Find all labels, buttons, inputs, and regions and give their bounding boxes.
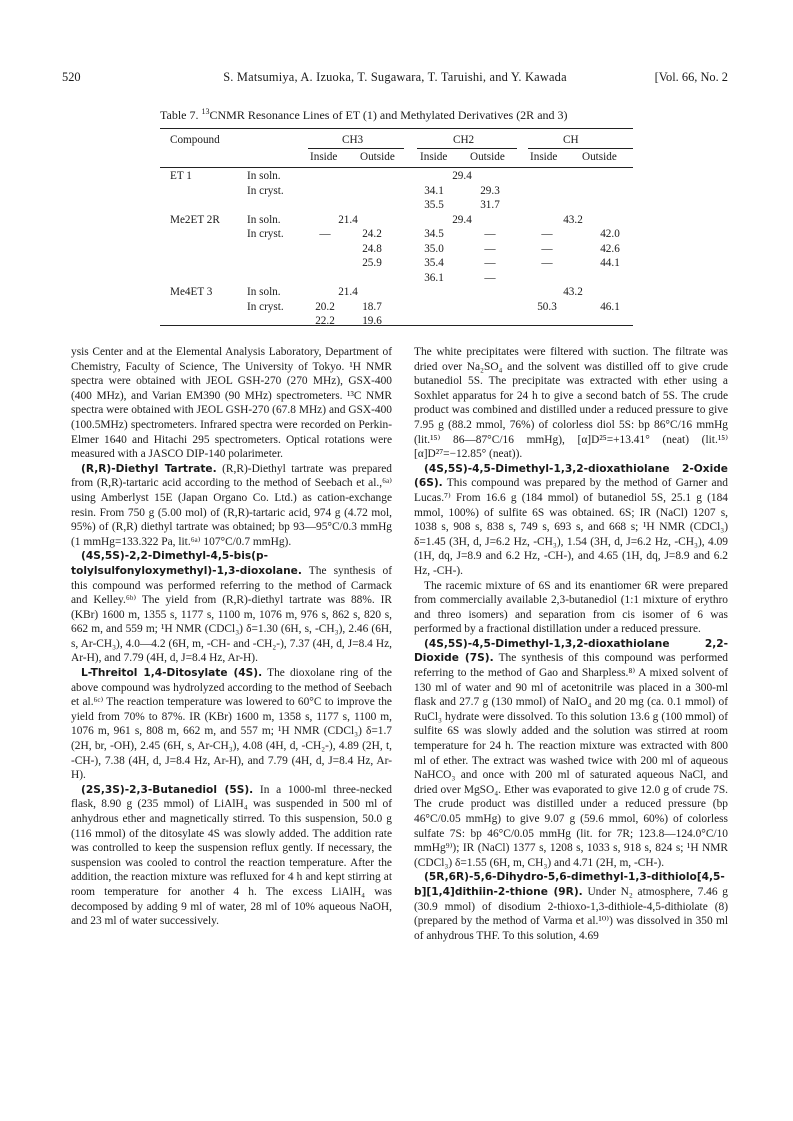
cell-ch2-outside: —	[484, 257, 496, 269]
cell-ch3-value: 21.4	[338, 286, 358, 298]
row-state: In soln.	[247, 213, 281, 226]
cell-ch-value: 43.2	[563, 213, 583, 226]
paragraph-continued	[71, 345, 392, 462]
table-caption: Table 7. $^{13}$CNMR Resonance Lines of ET (1) and Methylated Derivatives (2R and 3)	[160, 107, 568, 122]
volume-label: [Vol. 66, No. 2	[654, 70, 728, 84]
cell-ch2-outside: —	[484, 228, 496, 240]
table-bottom-rule	[160, 325, 633, 326]
cell-ch3-inside: 22.2	[315, 315, 335, 327]
section-title: (4S,5S)-4,5-Dimethyl-1,3,2-dioxathiolane 2,2-Dioxide (7S).	[414, 637, 728, 665]
paragraph	[71, 666, 392, 783]
header-ch3: CH3	[342, 134, 364, 146]
left-column	[71, 345, 392, 929]
paragraph-text: Under N₂ atmosphere, 7.46 g (30.9 mmol) of disodium 2-thioxo-1,3-dithiole-4,5-dithiolate (8) (prepared by the method of Varma et al.¹⁰⁾) was dissolved in 350 ml of anhydrous THF. To this solution, 4.69	[414, 885, 728, 942]
ch2-subrule	[417, 148, 517, 149]
cell-ch3-outside: 24.2	[362, 228, 382, 240]
row-state: In soln.	[247, 286, 281, 298]
cell-ch2-inside: 34.1	[424, 184, 444, 197]
running-header	[62, 70, 728, 88]
header-ch3-inside: Inside	[310, 151, 338, 163]
header-ch: CH	[563, 134, 579, 146]
cell-ch-outside: 44.1	[600, 257, 620, 269]
section-title: (4S,5S)-2,2-Dimethyl-4,5-bis(p-tolylsulfonyloxymethyl)-1,3-dioxolane.	[71, 550, 302, 577]
section-title: (R,R)-Diethyl Tartrate.	[81, 462, 217, 475]
paragraph-text: The white precipitates were filtered with suction. The filtrate was dried over Na₂SO₄ and the solvent was distilled off to give crude butanediol 5S. The precipitate was extracted with ether using a Soxhlet apparatus for 24 h to give a second batch of 5S. The crude product was combined and distilled under a reduced pressure to give 7.95 g (88.2 mmol, 76%) of colorless diol 5S: bp 86°C/16 mmHg (lit.¹⁵⁾ 86—87°C/16 mmHg), [α]D²⁵=+13.41° (neat) (lit.¹⁵⁾ [α]D²⁷=−12.85° (neat)).	[414, 346, 728, 461]
page-number: 520	[62, 70, 81, 84]
row-state: In cryst.	[247, 184, 284, 197]
cell-ch3-inside: —	[319, 228, 331, 240]
row-compound: Me4ET 3	[170, 286, 213, 298]
paragraph	[71, 462, 392, 550]
section-title: (4S,5S)-4,5-Dimethyl-1,3,2-dioxathiolane 2-Oxide (6S).	[414, 462, 728, 490]
paragraph	[414, 579, 728, 637]
header-compound: Compound	[170, 134, 220, 146]
cell-ch-inside: 50.3	[537, 300, 557, 313]
paragraph-text: The racemic mixture of 6S and its enantiomer 6R were prepared from commercially available 2,3-butanediol (1:1 mixture of erythro and threo isomers) and separation from cis isomer of 6 was performed by a fractional distillation under a reduced pressure.	[414, 579, 728, 636]
cell-ch2-value: 29.4	[452, 170, 472, 182]
cell-ch3-outside: 19.6	[362, 315, 382, 327]
cell-ch3-inside: 20.2	[315, 300, 335, 313]
cell-ch2-value: 29.4	[452, 213, 472, 226]
paragraph-text: This compound was prepared by the method of Garner and Lucas.⁷⁾ From 16.6 g (184 mmol) of butanediol 5S, 25.1 g (184 mmol, 100%) of sulfite 6S was obtained. 6S; IR (NaCl) 1207 s, 1038 s, 908 s, 838 s, 749 s, 693 s, and 668 s; ¹H NMR (CDCl₃) δ=1.45 (3H, d, J=6.2 Hz, -CH₃), 1.54 (3H, d, J=6.2 Hz, -CH₃), 4.09 (1H, dq, J=8.9 and 6.2 Hz, -CH-), and 4.65 (1H, dq, J=8.9 and 6.2 Hz, -CH-).	[414, 477, 728, 577]
cell-ch3-outside: 18.7	[362, 300, 382, 313]
cell-ch-outside: 42.0	[600, 228, 620, 240]
header-ch-outside: Outside	[582, 151, 617, 163]
cell-ch-inside: —	[541, 257, 553, 269]
cell-ch2-outside: 31.7	[480, 199, 500, 211]
cell-ch2-inside: 35.5	[424, 199, 444, 211]
table-header-rule	[160, 167, 633, 168]
section-title: L-Threitol 1,4-Ditosylate (4S).	[81, 667, 263, 680]
paragraph-text: (R,R)-Diethyl tartrate was prepared from (R,R)-tartaric acid according to the method of Seebach et al.,⁶ᵃ⁾ using Amberlyst 15E (Japan Organo Co. Ltd.) as cation-exchange resin. From 750 g (5.00 mol) of (R,R)-tartaric acid, 974 g (4.72 mol, 95%) of (R,R) diethyl tartrate was obtained; bp 93—95°C/0.3 mmHg (1 mmHg=133.322 Pa, lit.⁶ᵃ⁾ 107°C/0.7 mmHg).	[71, 462, 392, 548]
cell-ch2-outside: —	[484, 271, 496, 284]
paragraph	[71, 549, 392, 666]
header-ch2-inside: Inside	[420, 151, 448, 163]
paragraph-text: ysis Center and at the Elemental Analysis Laboratory, Department of Chemistry, Faculty of Science, The University of Tokyo. ¹H NMR spectra were obtained with JEOL GSH-270 (270 MHz), GSX-400 (400 MHz), and Varian EM390 (90 MHz) spectrometers. ¹³C NMR spectra were obtained with JEOL GSH-270 (67.8 MHz) and GSX-400 (100.5MHz) spectrometers. Infrared spectra were recorded on Perkin-Elmer 1640 and Hitachi 295 spectrometers. Optical rotations were measured with a JASCO DIP-140 polarimeter.	[71, 346, 392, 461]
cell-ch-inside: —	[541, 242, 553, 255]
paragraph-text: The synthesis of this compound was performed referring to the method of Gao and Sharpless.⁸⁾ A mixed solvent of 130 ml of water and 90 ml of acetonitrile was placed in a 300-ml flask and 27.7 g (130 mmol) of NaIO₄ and 20 mg (ca. 0.1 mmol) of RuCl₃ hydrate were dissolved. To this solution 13.6 g (100 mmol) of sulfite 6S was slowly added and the solution was stirred at room temperature for 24 h. The reaction mixture was extracted with 800 ml of ether. The extract was washed twice with 200 ml of aqueous NaHCO₃ and once with 200 ml of saturated aqueous NaCl, and dried over MgSO₄. Ether was evaporated to give 12.0 g of crude 7S. The crude product was distilled under a reduced pressure (bp 46°C/0.05 mmHg) to give 9.07 g (59.6 mmol, 60%) of colorless sulfate 7S: bp 46°C/0.05 mmHg (lit. for 7R; 123.8—124.0°C/10 mmHg⁹⁾); IR (NaCl) 1377 s, 1208 s, 1033 s, 918 s, 824 s; ¹H NMR (CDCl₃) δ=1.55 (6H, m, CH₃) and 4.71 (2H, m, -CH-).	[414, 652, 728, 869]
paragraph-text: The synthesis of this compound was performed referring to the method of Carmack and Kelley.⁶ᵇ⁾ The yield from (R,R)-diethyl tartrate was 88%. IR (KBr) 1600 m, 1355 s, 1177 s, 1100 m, 1076 m, 976 s, 862 s, 820 s, 662 m, and 559 m; ¹H NMR (CDCl₃) δ=1.30 (6H, s, -CH₃), 2.46 (6H, s, Ar-CH₃), 4.0—4.2 (6H, m, -CH- and -CH₂-), 7.37 (4H, d, J=8.4 Hz, Ar-H), and 7.79 (4H, d, J=8.4 Hz, Ar-H).	[71, 564, 392, 665]
cell-ch2-outside: —	[484, 242, 496, 255]
row-state: In cryst.	[247, 228, 284, 240]
paragraph-text: In a 1000-ml three-necked flask, 8.90 g (235 mmol) of LiAlH₄ was suspended in 500 ml of anhydrous ether and magnetically stirred. To this suspension, 50.0 g (116 mmol) of the ditosylate 4S was slowly added. The addition rate was controlled to keep the suspension reflux gently. If necessary, the suspension was cooled to control the reaction temperature. After the addition, the reaction mixture was refluxed for 4 h and kept stirring at room temperature for another 4 h. The excess LiAlH₄ was decomposed by adding 9 ml of water, 28 ml of 10% aqueous NaOH, and 23 ml of water successively.	[71, 783, 392, 928]
section-title: (2S,3S)-2,3-Butanediol (5S).	[81, 783, 254, 796]
row-compound: Me2ET 2R	[170, 213, 220, 226]
paragraph	[414, 870, 728, 943]
cell-ch3-value: 21.4	[338, 213, 358, 226]
paragraph	[71, 783, 392, 929]
cell-ch2-outside: 29.3	[480, 184, 500, 197]
ch3-subrule	[308, 148, 404, 149]
paragraph-text: The dioxolane ring of the above compound was hydrolyzed according to the method of Seebach et al.⁶ᶜ⁾ The reaction temperature was lowered to 60°C to improve the yield from 70% to 87%. IR (KBr) 1600 m, 1358 s, 1177 s, 1100 m, 1076 m, 961 s, 808 m, 662 m, and 557 m; ¹H NMR (CDCl₃) δ=1.7 (2H, br, -OH), 2.45 (6H, s, Ar-CH₃), 4.08 (4H, d, -CH₂-), 4.89 (2H, t, -CH-), 7.38 (4H, d, J=8.4 Hz, Ar-H), and 7.79 (4H, d, J=8.4 Hz, Ar-H).	[71, 667, 392, 782]
cell-ch2-inside: 34.5	[424, 228, 444, 240]
section-title: (5R,6R)-5,6-Dihydro-5,6-dimethyl-1,3-dithiolo[4,5-b][1,4]dithiin-2-thione (9R).	[414, 871, 725, 898]
right-column	[414, 345, 728, 943]
cell-ch2-inside: 35.0	[424, 242, 444, 255]
header-ch2: CH2	[453, 134, 475, 146]
ch-subrule	[528, 148, 633, 149]
cell-ch-value: 43.2	[563, 286, 583, 298]
paragraph	[414, 637, 728, 871]
cell-ch-outside: 46.1	[600, 300, 620, 313]
cell-ch3-outside: 24.8	[362, 242, 382, 255]
cell-ch-outside: 42.6	[600, 242, 620, 255]
paragraph	[414, 462, 728, 579]
cell-ch2-inside: 35.4	[424, 257, 444, 269]
row-state: In soln.	[247, 170, 281, 182]
table-top-rule	[160, 128, 633, 129]
cell-ch-inside: —	[541, 228, 553, 240]
cell-ch3-outside: 25.9	[362, 257, 382, 269]
header-ch3-outside: Outside	[360, 151, 395, 163]
row-state: In cryst.	[247, 300, 284, 313]
header-ch-inside: Inside	[530, 151, 558, 163]
header-ch2-outside: Outside	[470, 151, 505, 163]
cell-ch2-inside: 36.1	[424, 271, 444, 284]
running-authors: S. Matsumiya, A. Izuoka, T. Sugawara, T. Taruishi, and Y. Kawada	[223, 70, 567, 84]
paragraph-continued	[414, 345, 728, 462]
row-compound: ET 1	[170, 170, 192, 182]
